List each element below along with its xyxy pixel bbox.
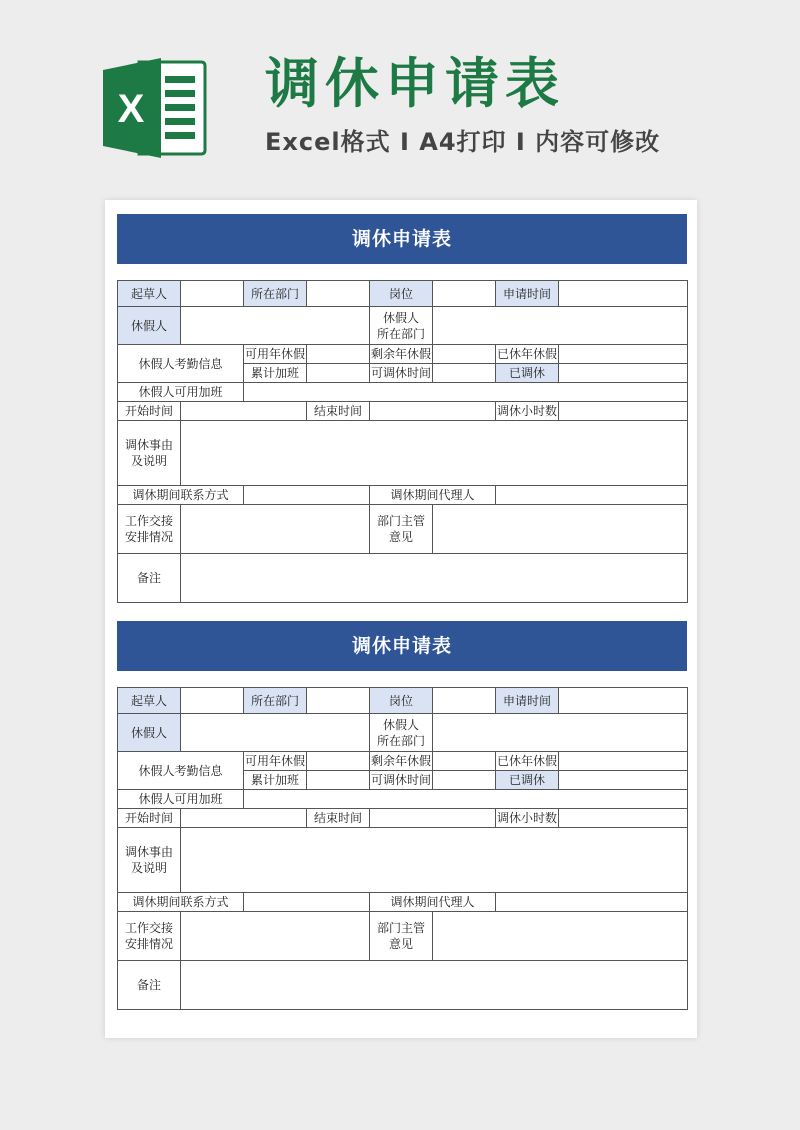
input-end-time[interactable] [370, 809, 496, 828]
label-remarks: 备注 [118, 961, 181, 1010]
input-drafter[interactable] [181, 281, 244, 307]
input-leave-dept[interactable] [433, 714, 688, 752]
label-annual-remaining: 剩余年休假 [370, 752, 433, 771]
input-remarks[interactable] [181, 961, 688, 1010]
input-start-time[interactable] [181, 402, 307, 421]
label-overtime-available: 休假人可用加班 [118, 383, 244, 402]
input-leave-person[interactable] [181, 714, 370, 752]
label-annual-remaining: 剩余年休假 [370, 345, 433, 364]
label-reason: 调休事由 及说明 [118, 828, 181, 893]
label-manager: 部门主管 意见 [370, 912, 433, 961]
input-overtime-total[interactable] [307, 771, 370, 790]
input-handover[interactable] [181, 505, 370, 554]
label-handover: 工作交接 安排情况 [118, 912, 181, 961]
label-contact: 调休期间联系方式 [118, 486, 244, 505]
input-department[interactable] [307, 281, 370, 307]
label-handover: 工作交接 安排情况 [118, 505, 181, 554]
input-comp-available[interactable] [433, 364, 496, 383]
input-department[interactable] [307, 688, 370, 714]
label-end-time: 结束时间 [307, 402, 370, 421]
label-manager: 部门主管 意见 [370, 505, 433, 554]
input-remarks[interactable] [181, 554, 688, 603]
input-comp-hours[interactable] [559, 402, 688, 421]
input-annual-available[interactable] [307, 752, 370, 771]
logo-letter: X [117, 87, 145, 131]
label-leave-person: 休假人 [118, 714, 181, 752]
input-manager[interactable] [433, 505, 688, 554]
label-annual-taken: 已休年休假 [496, 752, 559, 771]
label-comp-hours: 调休小时数 [496, 402, 559, 421]
label-comp-available: 可调休时间 [370, 364, 433, 383]
label-comp-taken: 已调休 [496, 364, 559, 383]
input-annual-taken[interactable] [559, 752, 688, 771]
page-header [0, 0, 800, 200]
input-reason[interactable] [181, 421, 688, 486]
input-annual-remaining[interactable] [433, 752, 496, 771]
label-leave-dept: 休假人 所在部门 [370, 714, 433, 752]
input-leave-person[interactable] [181, 307, 370, 345]
input-reason[interactable] [181, 828, 688, 893]
label-end-time: 结束时间 [307, 809, 370, 828]
label-overtime-available: 休假人可用加班 [118, 790, 244, 809]
input-annual-taken[interactable] [559, 345, 688, 364]
label-comp-available: 可调休时间 [370, 771, 433, 790]
label-annual-available: 可用年休假 [244, 752, 307, 771]
input-agent[interactable] [496, 893, 688, 912]
input-annual-remaining[interactable] [433, 345, 496, 364]
input-contact[interactable] [244, 486, 370, 505]
label-comp-taken: 已调休 [496, 771, 559, 790]
label-apply-time: 申请时间 [496, 281, 559, 307]
label-department: 所在部门 [244, 281, 307, 307]
input-position[interactable] [433, 688, 496, 714]
label-position: 岗位 [370, 281, 433, 307]
label-annual-available: 可用年休假 [244, 345, 307, 364]
label-leave-dept: 休假人 所在部门 [370, 307, 433, 345]
label-drafter: 起草人 [118, 281, 181, 307]
input-apply-time[interactable] [559, 688, 688, 714]
input-comp-taken[interactable] [559, 771, 688, 790]
input-comp-available[interactable] [433, 771, 496, 790]
label-position: 岗位 [370, 688, 433, 714]
input-overtime-total[interactable] [307, 364, 370, 383]
label-drafter: 起草人 [118, 688, 181, 714]
input-annual-available[interactable] [307, 345, 370, 364]
label-annual-taken: 已休年休假 [496, 345, 559, 364]
label-apply-time: 申请时间 [496, 688, 559, 714]
form-table [117, 687, 688, 1010]
input-apply-time[interactable] [559, 281, 688, 307]
page-title: 调休申请表 [265, 52, 565, 115]
input-agent[interactable] [496, 486, 688, 505]
label-leave-person: 休假人 [118, 307, 181, 345]
input-overtime-available[interactable] [244, 790, 688, 809]
label-start-time: 开始时间 [118, 809, 181, 828]
label-attendance: 休假人考勤信息 [118, 345, 244, 383]
page-subtitle: Excel格式 I A4打印 I 内容可修改 [265, 128, 661, 156]
input-position[interactable] [433, 281, 496, 307]
label-agent: 调休期间代理人 [370, 893, 496, 912]
leave-form-1 [117, 214, 687, 603]
label-contact: 调休期间联系方式 [118, 893, 244, 912]
label-remarks: 备注 [118, 554, 181, 603]
input-end-time[interactable] [370, 402, 496, 421]
label-agent: 调休期间代理人 [370, 486, 496, 505]
input-drafter[interactable] [181, 688, 244, 714]
label-comp-hours: 调休小时数 [496, 809, 559, 828]
input-handover[interactable] [181, 912, 370, 961]
input-overtime-available[interactable] [244, 383, 688, 402]
input-comp-taken[interactable] [559, 364, 688, 383]
label-overtime-total: 累计加班 [244, 364, 307, 383]
label-overtime-total: 累计加班 [244, 771, 307, 790]
form-banner: 调休申请表 [117, 621, 687, 671]
input-start-time[interactable] [181, 809, 307, 828]
label-attendance: 休假人考勤信息 [118, 752, 244, 790]
label-start-time: 开始时间 [118, 402, 181, 421]
form-table [117, 280, 688, 603]
input-leave-dept[interactable] [433, 307, 688, 345]
document-sheet [105, 200, 697, 1038]
excel-icon [103, 58, 207, 158]
input-manager[interactable] [433, 912, 688, 961]
input-comp-hours[interactable] [559, 809, 688, 828]
form-banner: 调休申请表 [117, 214, 687, 264]
input-contact[interactable] [244, 893, 370, 912]
label-reason: 调休事由 及说明 [118, 421, 181, 486]
label-department: 所在部门 [244, 688, 307, 714]
leave-form-2 [117, 621, 687, 1010]
